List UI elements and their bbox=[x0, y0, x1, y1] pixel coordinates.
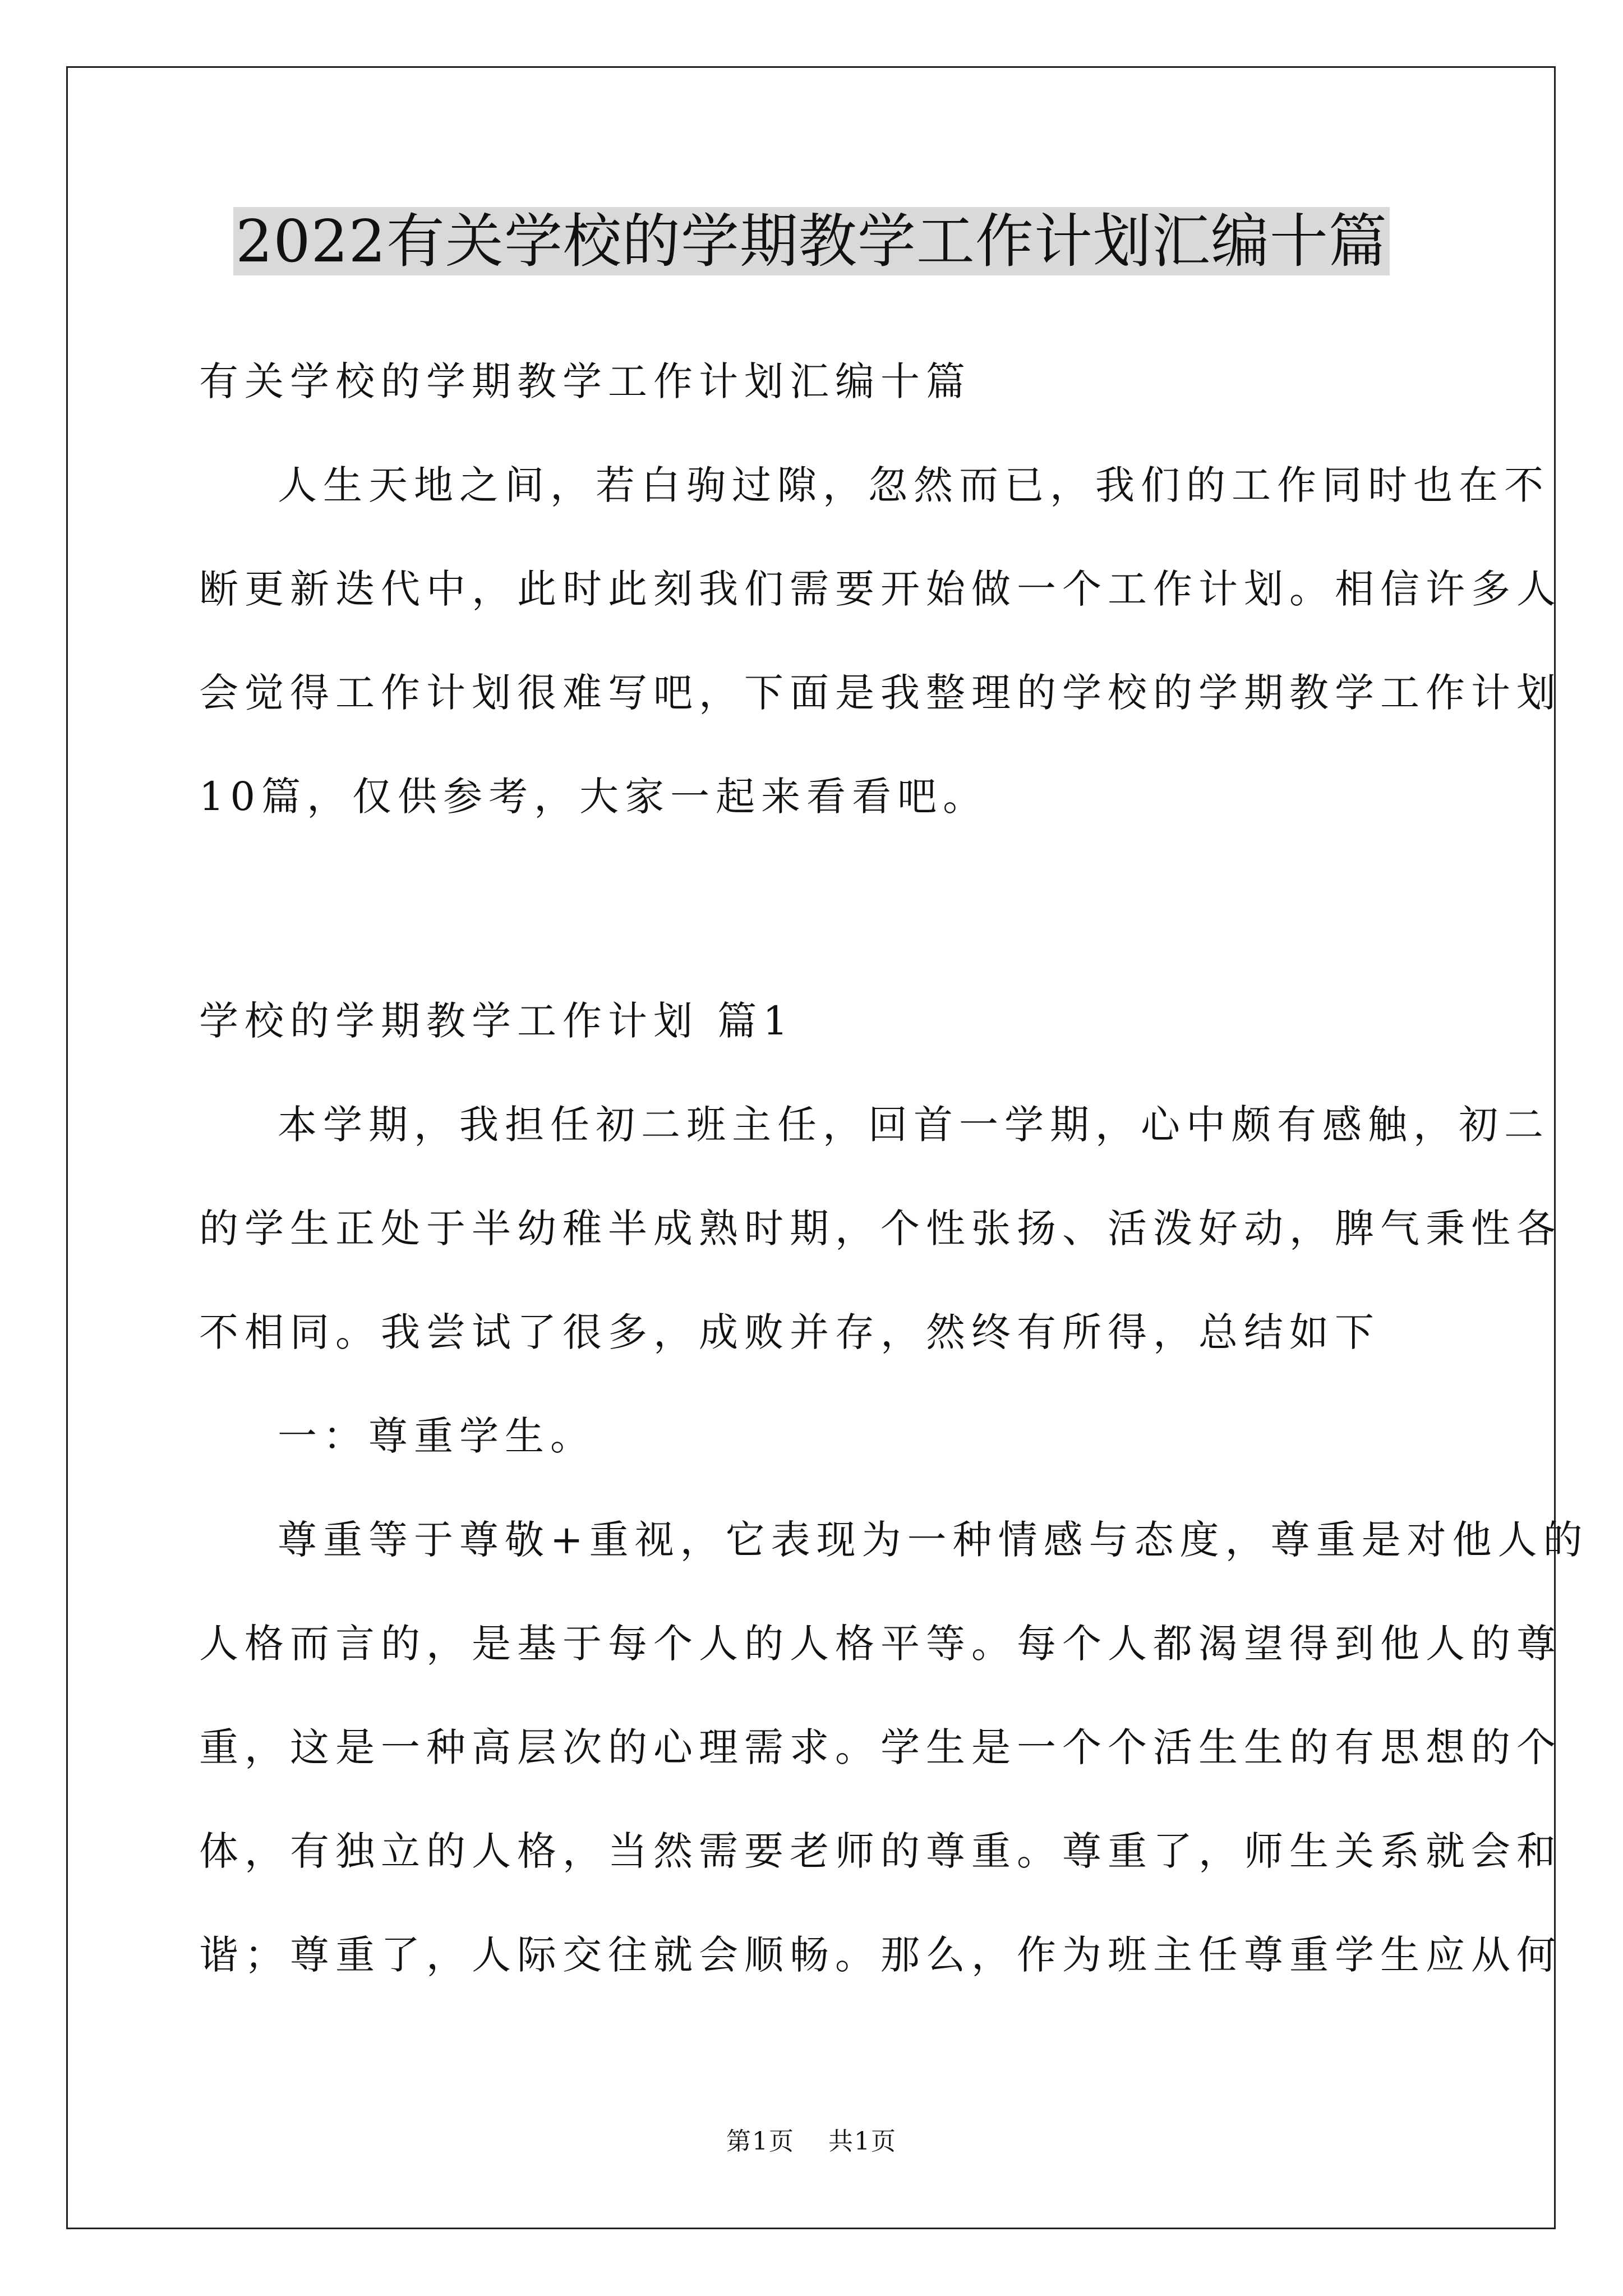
page-total: 共1页 bbox=[828, 2127, 897, 2156]
page-number: 第1页 bbox=[726, 2127, 795, 2156]
paragraph-line: 人格而言的，是基于每个人的人格平等。每个人都渴望得到他人的尊 bbox=[199, 1621, 1562, 1667]
paragraph-line: 会觉得工作计划很难写吧，下面是我整理的学校的学期教学工作计划 bbox=[199, 670, 1562, 716]
subtitle-line: 有关学校的学期教学工作计划汇编十篇 bbox=[199, 358, 971, 404]
paragraph-line: 谐；尊重了，人际交往就会顺畅。那么，作为班主任尊重学生应从何 bbox=[199, 1932, 1562, 1978]
page-footer bbox=[0, 2125, 1623, 2159]
subsection-heading: 一：尊重学生。 bbox=[278, 1413, 596, 1459]
paragraph-line: 人生天地之间，若白驹过隙，忽然而已，我们的工作同时也在不 bbox=[278, 462, 1550, 508]
section-heading: 学校的学期教学工作计划 篇1 bbox=[199, 998, 794, 1044]
document-title bbox=[0, 202, 1623, 280]
paragraph-line: 断更新迭代中，此时此刻我们需要开始做一个工作计划。相信许多人 bbox=[199, 566, 1562, 612]
document-title-text: 2022有关学校的学期教学工作计划汇编十篇 bbox=[233, 207, 1390, 275]
paragraph-line: 不相同。我尝试了很多，成败并存，然终有所得，总结如下 bbox=[199, 1309, 1380, 1355]
paragraph-line: 的学生正处于半幼稚半成熟时期，个性张扬、活泼好动，脾气秉性各 bbox=[199, 1205, 1562, 1251]
paragraph-line: 10篇，仅供参考，大家一起来看看吧。 bbox=[199, 774, 989, 820]
paragraph-line: 本学期，我担任初二班主任，回首一学期，心中颇有感触，初二 bbox=[278, 1102, 1550, 1148]
paragraph-line: 体，有独立的人格，当然需要老师的尊重。尊重了，师生关系就会和 bbox=[199, 1828, 1562, 1874]
paragraph-line: 尊重等于尊敬+重视，它表现为一种情感与态度，尊重是对他人的 bbox=[278, 1517, 1589, 1563]
paragraph-line: 重，这是一种高层次的心理需求。学生是一个个活生生的有思想的个 bbox=[199, 1724, 1562, 1770]
